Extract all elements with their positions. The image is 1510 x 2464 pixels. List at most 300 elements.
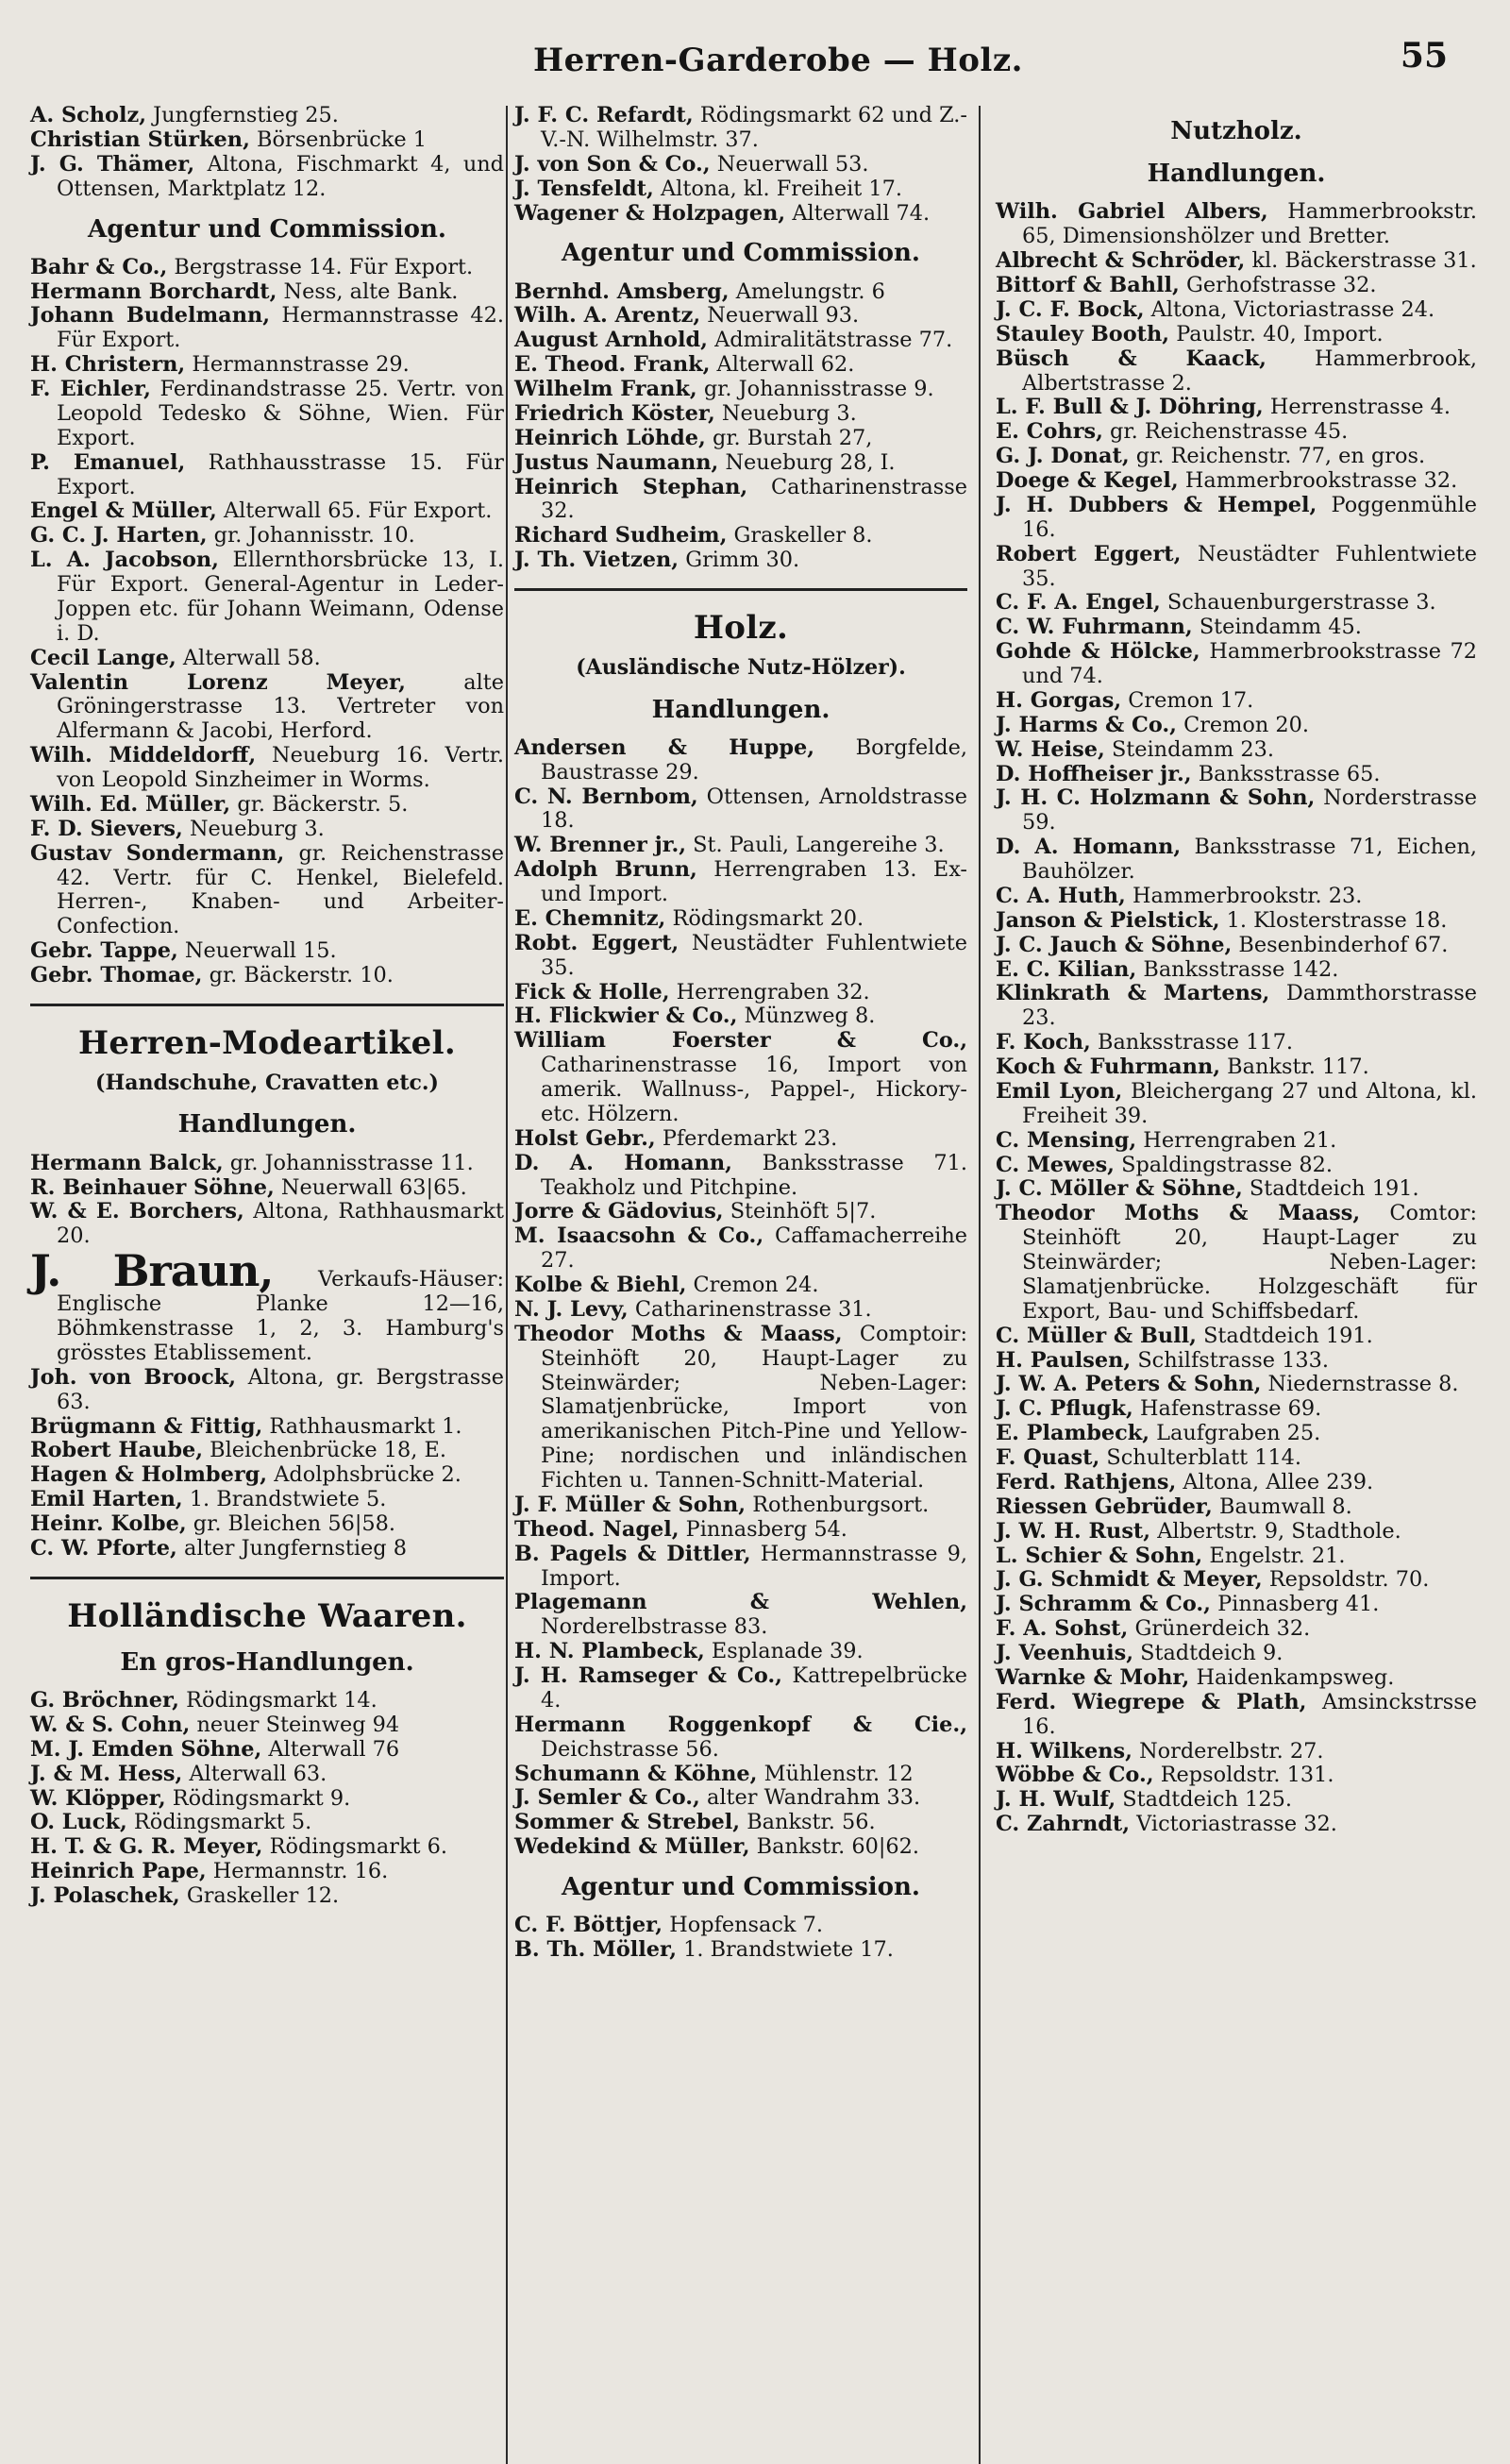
entry-text: Cremon 24. (693, 1273, 819, 1297)
entry-text: Graskeller 8. (733, 523, 873, 548)
entry-name: J. F. Müller & Sohn, (514, 1492, 747, 1517)
entry-name: J. C. F. Bock, (996, 296, 1145, 322)
entry-text: Pinnasberg 54. (685, 1516, 847, 1542)
entry-text: Neuerwall 53. (716, 151, 869, 177)
directory-entry (514, 402, 967, 427)
entry-text: Engelstr. 21. (1209, 1543, 1346, 1568)
entry-text: Steindamm 23. (1111, 736, 1274, 762)
entry-name: H. Gorgas, (996, 687, 1122, 713)
entry-list (30, 1689, 504, 1909)
entry-text: Amsinckstrsse 16. (1022, 1689, 1478, 1739)
directory-entry (996, 714, 1477, 738)
entry-name: Stauley Booth, (996, 321, 1170, 346)
section-subheading: (Ausländische Nutz-Hölzer). (576, 655, 906, 681)
directory-entry (514, 1274, 967, 1298)
entry-name: Jorre & Gädovius, (514, 1199, 724, 1224)
section-heading: Agentur und Commission. (88, 214, 446, 244)
entry-text: Cremon 17. (1128, 687, 1254, 713)
section-heading: Holländische Waaren. (67, 1596, 467, 1635)
column-divider (506, 106, 508, 2464)
directory-entry (996, 885, 1477, 909)
entry-name: Bahr & Co., (30, 254, 168, 279)
entry-text: Kattrepelbrücke 4. (541, 1663, 967, 1713)
entry-name: B. Th. Möller, (514, 1937, 677, 1963)
entry-name: R. Beinhauer Söhne, (30, 1174, 275, 1200)
directory-entry (996, 445, 1477, 469)
directory-entry (514, 329, 967, 353)
directory-entry (514, 1224, 967, 1274)
entry-text: Adolphsbrücke 2. (274, 1462, 461, 1488)
section-rule (514, 588, 967, 591)
section-heading: Agentur und Commission. (562, 1873, 920, 1901)
entry-text: Dammthorstrasse 23. (1022, 981, 1477, 1031)
directory-entry (996, 1544, 1477, 1569)
directory-entry (996, 1764, 1477, 1788)
entry-text: alte Gröningerstrasse 13. Vertreter von Alfermann & Jacobi, Herford. (57, 669, 504, 744)
running-header (0, 36, 1510, 93)
entry-name: Wilh. Middeldorff, (30, 743, 257, 768)
entry-text: Hermannstrasse 29. (192, 352, 410, 378)
entry-text: Hammerbrook, Albertstrasse 2. (1022, 346, 1477, 396)
entry-text: Banksstrasse 65. (1198, 761, 1381, 786)
entry-name: Heinrich Löhde, (514, 425, 706, 450)
entry-text: Ellernthorsbrücke 13, I. Für Export. General-Agentur in Leder-Joppen etc. für Johann Weimann, Odense i. D. (57, 548, 504, 646)
entry-name: J. H. C. Holzmann & Sohn, (996, 785, 1316, 811)
directory-entry (996, 763, 1477, 787)
entry-name: G. Bröchner, (30, 1688, 179, 1713)
entry-name: W. & E. Borchers, (30, 1199, 244, 1224)
directory-entry (996, 1642, 1477, 1666)
directory-entry (514, 1518, 967, 1543)
directory-entry (996, 640, 1477, 689)
entry-list (514, 1914, 967, 1963)
entry-text: Pinnasberg 41. (1217, 1592, 1380, 1617)
page-title: Herren-Garderobe — Holz. (533, 42, 1023, 79)
directory-entry (514, 427, 967, 451)
entry-name: M. Isaacsohn & Co., (514, 1224, 764, 1249)
directory-entry (996, 1446, 1477, 1471)
directory-entry (996, 958, 1477, 983)
directory-entry (514, 353, 967, 378)
directory-entry (514, 1298, 967, 1323)
directory-entry (514, 378, 967, 402)
entry-list (30, 256, 504, 988)
entry-name: J. Braun, (30, 1245, 274, 1297)
entry-text: Hammerbrookstr. 23. (1132, 883, 1363, 908)
entry-text: Haidenkampsweg. (1196, 1664, 1395, 1690)
directory-entry (514, 548, 967, 573)
entry-text: Bergstrasse 14. Für Export. (174, 254, 474, 279)
entry-name: H. N. Plambeck, (514, 1639, 705, 1664)
entry-text: Steindamm 45. (1199, 615, 1362, 640)
entry-text: 1. Klosterstrasse 18. (1226, 907, 1448, 933)
directory-entry (996, 982, 1477, 1031)
entry-text: Alterwall 76 (268, 1736, 400, 1762)
entry-name: Bittorf & Bahll, (996, 273, 1180, 297)
entry-name: Richard Sudheim, (514, 523, 728, 548)
directory-entry (30, 128, 504, 153)
entry-text: Neueburg 28, I. (725, 449, 896, 475)
entry-name: Christian Stürken, (30, 127, 250, 152)
entry-text: Hermannstr. 16. (212, 1859, 389, 1884)
entry-text: Altona, Fischmarkt 4, und Ottensen, Marktplatz 12. (57, 151, 504, 201)
entry-text: gr. Reichenstrasse 42. Vertr. für C. Henkel, Bielefeld. Herren-, Knaben- und Arbeiter-Confection. (57, 840, 504, 939)
column-middle (514, 104, 967, 1963)
entry-name: Fick & Holle, (514, 979, 670, 1004)
entry-name: L. Schier & Sohn, (996, 1543, 1203, 1568)
entry-text: Laufgraben 25. (1156, 1421, 1321, 1446)
entry-text: Hermannstrasse 9, Import. (541, 1541, 967, 1591)
directory-entry (514, 785, 967, 835)
entry-text: Banksstrasse 142. (1143, 956, 1339, 982)
directory-entry (30, 353, 504, 378)
entry-text: Hammerbrookstrasse 72 und 74. (1022, 639, 1478, 688)
section-heading: Agentur und Commission. (562, 239, 920, 268)
entry-name: J. H. Ramseger & Co., (514, 1663, 782, 1688)
entry-text: Neustädter Fuhlentwiete 35. (541, 930, 967, 980)
entry-name: Wilh. A. Arentz, (514, 303, 701, 329)
entry-list (30, 1366, 504, 1561)
entry-text: Neueburg 3. (189, 816, 325, 841)
directory-entry (996, 1520, 1477, 1544)
entry-name: Friedrich Köster, (514, 400, 715, 426)
directory-entry (514, 153, 967, 177)
directory-entry (514, 1835, 967, 1860)
entry-name: Andersen & Huppe, (514, 734, 815, 760)
entry-text: Admiralitätstrasse 77. (714, 328, 953, 353)
entry-text: Herrenstrasse 4. (1269, 395, 1451, 420)
entry-name: E. C. Kilian, (996, 956, 1137, 982)
entry-text: kl. Bäckerstrasse 31. (1251, 248, 1477, 274)
entry-text: Alterwall 62. (716, 352, 855, 378)
section-rule (30, 1004, 504, 1006)
directory-entry (996, 543, 1477, 592)
entry-name: Cecil Lange, (30, 645, 176, 670)
entry-name: H. Flickwier & Co., (514, 1004, 738, 1029)
directory-entry (514, 304, 967, 329)
section-subheading: Handlungen. (651, 695, 830, 724)
directory-entry (514, 1640, 967, 1664)
entry-name: J. H. Dubbers & Hempel, (996, 492, 1317, 517)
entry-name: O. Luck, (30, 1810, 127, 1835)
page-number: 55 (1400, 36, 1448, 76)
entry-text: Mühlenstr. 12 (763, 1761, 914, 1786)
entry-name: J. W. A. Peters & Sohn, (996, 1372, 1262, 1397)
directory-entry (514, 932, 967, 981)
entry-text: Schilfstrasse 133. (1137, 1347, 1329, 1373)
directory-entry (30, 671, 504, 745)
section-heading: Holz. (693, 609, 789, 648)
entry-text: gr. Johannisstr. 10. (213, 523, 415, 548)
directory-entry (30, 1176, 504, 1201)
directory-entry (30, 1811, 504, 1835)
entry-name: J. Polaschek, (30, 1883, 180, 1909)
entry-name: A. Scholz, (30, 103, 146, 127)
directory-entry (996, 1471, 1477, 1495)
entry-list (30, 104, 504, 202)
directory-entry (30, 451, 504, 500)
entry-name: L. F. Bull & J. Döhring, (996, 395, 1264, 420)
entry-name: Gohde & Hölcke, (996, 639, 1200, 665)
entry-name: E. Chemnitz, (514, 905, 666, 931)
entry-name: Justus Naumann, (514, 449, 719, 475)
directory-entry (514, 1152, 967, 1201)
entry-text: Niedernstrasse 8. (1267, 1372, 1459, 1397)
section-subheading: En gros-Handlungen. (120, 1647, 414, 1677)
entry-text: Comtor: Steinhöft 20, Haupt-Lager zu Steinwärder; Neben-Lager: Slamatjenbrücke. Holzgeschäft für Export, Bau- und Schiffsbedarf. (1022, 1201, 1477, 1324)
entry-text: Neustädter Fuhlentwiete 35. (1022, 541, 1477, 591)
entry-text: Rödingsmarkt 9. (172, 1785, 351, 1811)
entry-text: Neuerwall 15. (184, 938, 337, 964)
entry-name: Koch & Fuhrmann, (996, 1055, 1221, 1079)
directory-entry (996, 1177, 1477, 1202)
directory-entry (996, 1740, 1477, 1764)
directory-entry (514, 104, 967, 153)
entry-text: St. Pauli, Langereihe 3. (693, 833, 945, 858)
directory-entry (996, 1325, 1477, 1349)
entry-name: J. Th. Vietzen, (514, 548, 680, 573)
entry-text: gr. Bäckerstr. 5. (237, 791, 409, 817)
entry-list (996, 200, 1477, 1837)
directory-entry (30, 1763, 504, 1787)
column-divider (979, 106, 981, 2464)
directory-entry (996, 1202, 1477, 1324)
entry-text: Catharinenstrasse 31. (634, 1296, 872, 1322)
entry-text: Rödingsmarkt 6. (269, 1834, 448, 1860)
entry-name: W. Brenner jr., (514, 833, 687, 858)
directory-entry (996, 1422, 1477, 1446)
entry-text: Neuerwall 93. (707, 303, 860, 329)
entry-text: Graskeller 12. (186, 1883, 340, 1909)
entry-text: Rödingsmarkt 14. (186, 1688, 378, 1713)
directory-entry (514, 1713, 967, 1763)
directory-entry (30, 1439, 504, 1463)
entry-text: Rothenburgsort. (752, 1492, 930, 1517)
directory-entry (514, 1591, 967, 1640)
directory-entry (514, 1763, 967, 1787)
entry-name: F. Quast, (996, 1445, 1100, 1470)
entry-name: Robert Haube, (30, 1438, 204, 1463)
entry-name: Theodor Moths & Maass, (514, 1321, 843, 1346)
entry-text: Cremon 20. (1183, 712, 1310, 737)
entry-name: F. A. Sohst, (996, 1616, 1129, 1642)
entry-name: M. J. Emden Söhne, (30, 1736, 262, 1762)
directory-entry (514, 1811, 967, 1835)
entry-text: gr. Burstah 27, (712, 425, 873, 450)
directory-entry (996, 1666, 1477, 1691)
entry-name: J. C. Möller & Söhne, (996, 1176, 1243, 1202)
directory-entry (996, 1154, 1477, 1178)
entry-name: Hagen & Holmberg, (30, 1462, 268, 1488)
entry-name: L. A. Jacobson, (30, 548, 219, 573)
entry-name: C. F. Böttjer, (514, 1913, 663, 1938)
entry-name: Wagener & Holzpagen, (514, 200, 786, 226)
entry-list (514, 736, 967, 1860)
directory-entry (514, 476, 967, 525)
entry-text: Pferdemarkt 23. (662, 1125, 838, 1151)
entry-text: 1. Brandstwiete 17. (683, 1937, 894, 1963)
entry-list (514, 280, 967, 574)
directory-entry (996, 494, 1477, 543)
entry-name: Sommer & Strebel, (514, 1810, 741, 1835)
entry-text: Herrengraben 13. Ex- und Import. (541, 857, 967, 906)
directory-entry (30, 1713, 504, 1738)
entry-text: Bleichenbrücke 18, E. (210, 1438, 446, 1463)
entry-text: Grünerdeich 32. (1134, 1616, 1311, 1642)
entry-name: Bernhd. Amsberg, (514, 278, 730, 304)
directory-entry (30, 104, 504, 128)
entry-name: C. W. Pforte, (30, 1535, 177, 1561)
entry-text: Hermannstrasse 42. Für Export. (57, 303, 504, 353)
entry-text: Borgfelde, Baustrasse 29. (541, 734, 967, 785)
entry-text: Deichstrasse 56. (541, 1736, 719, 1762)
entry-name: Doege & Kegel, (996, 468, 1179, 493)
directory-entry (996, 249, 1477, 274)
directory-entry (996, 1788, 1477, 1813)
entry-name: J. G. Schmidt & Meyer, (996, 1567, 1263, 1593)
directory-entry (30, 744, 504, 793)
directory-entry (514, 834, 967, 858)
entry-name: Büsch & Kaack, (996, 346, 1267, 371)
entry-name: F. D. Sievers, (30, 816, 183, 841)
directory-entry (996, 934, 1477, 958)
directory-entry (514, 1127, 967, 1152)
directory-entry (996, 1691, 1477, 1740)
entry-name: Janson & Pielstick, (996, 907, 1220, 933)
entry-text: Börsenbrücke 1 (257, 127, 427, 152)
directory-entry (996, 738, 1477, 763)
entry-name: D. A. Homann, (996, 835, 1182, 860)
directory-entry (996, 1349, 1477, 1374)
entry-name: Hermann Roggenkopf & Cie., (514, 1712, 967, 1737)
directory-entry (30, 1415, 504, 1440)
directory-entry (30, 1884, 504, 1909)
entry-list (514, 104, 967, 226)
directory-entry (514, 1029, 967, 1127)
directory-entry (514, 1664, 967, 1713)
entry-text: Alterwall 63. (189, 1761, 327, 1786)
entry-name: Kolbe & Biehl, (514, 1273, 687, 1297)
entry-text: Comptoir: Steinhöft 20, Haupt-Lager zu Steinwärder; Neben-Lager: Slamatjenbrücke, Import von amerikanischen Pitch-Pine und Yellow-Pine; nordischen und inländischen Fichten u. Tannen-Schnitt-Material. (541, 1321, 967, 1493)
entry-name: Holst Gebr., (514, 1125, 656, 1151)
entry-text: Ness, alte Bank. (283, 278, 459, 304)
directory-entry (996, 616, 1477, 640)
directory-entry (30, 1245, 504, 1366)
entry-name: J. Semler & Co., (514, 1785, 700, 1811)
directory-entry (30, 842, 504, 940)
entry-name: E. Theod. Frank, (514, 352, 711, 378)
entry-text: Norderelbstrasse 83. (541, 1614, 768, 1640)
directory-entry (30, 304, 504, 353)
entry-text: Hopfensack 7. (669, 1913, 823, 1938)
entry-list (30, 1152, 504, 1250)
section-heading: Nutzholz. (1170, 117, 1302, 145)
directory-entry (514, 981, 967, 1005)
entry-name: Plagemann & Wehlen, (514, 1590, 967, 1615)
entry-text: gr. Reichenstrasse 45. (1110, 419, 1349, 445)
entry-name: J. Schramm & Co., (996, 1592, 1211, 1617)
entry-name: August Arnhold, (514, 328, 708, 353)
directory-entry (514, 451, 967, 476)
entry-text: gr. Johannisstrasse 11. (229, 1150, 474, 1175)
entry-text: Herrengraben 32. (676, 979, 870, 1004)
entry-text: Altona, Allee 239. (1183, 1469, 1374, 1494)
entry-text: Jungfernstieg 25. (153, 103, 339, 127)
entry-text: Baumwall 8. (1218, 1494, 1352, 1519)
entry-name: G. C. J. Harten, (30, 523, 208, 548)
entry-text: Rathhausstrasse 15. Für Export. (57, 449, 504, 499)
entry-name: Albrecht & Schröder, (996, 248, 1246, 274)
entry-name: C. Zahrndt, (996, 1812, 1131, 1837)
entry-name: J. W. H. Rust, (996, 1518, 1151, 1544)
entry-name: C. Mewes, (996, 1152, 1115, 1177)
directory-entry (996, 298, 1477, 323)
entry-text: Bankstr. 60|62. (756, 1834, 920, 1860)
directory-entry (996, 1129, 1477, 1154)
entry-name: Wilhelm Frank, (514, 377, 697, 402)
entry-name: H. Paulsen, (996, 1347, 1132, 1373)
entry-name: J. von Son & Co., (514, 151, 711, 177)
entry-name: J. G. Thämer, (30, 151, 195, 177)
entry-name: C. Müller & Bull, (996, 1323, 1197, 1348)
directory-entry (30, 1200, 504, 1249)
entry-text: Stadtdeich 191. (1249, 1176, 1419, 1202)
entry-name: Wilh. Gabriel Albers, (996, 199, 1268, 225)
entry-name: W. Heise, (996, 736, 1105, 762)
directory-entry (514, 1323, 967, 1494)
entry-text: Verkaufs-Häuser: Englische Planke 12—16, Böhmkenstrasse 1, 2, 3. Hamburg's grösstes Etablissement. (57, 1267, 504, 1365)
directory-entry (514, 177, 967, 202)
entry-name: C. N. Bernbom, (514, 784, 698, 809)
entry-name: William Foerster & Co., (514, 1028, 967, 1054)
entry-text: Schulterblatt 114. (1106, 1445, 1302, 1470)
entry-name: Wöbbe & Co., (996, 1763, 1154, 1788)
directory-entry (996, 689, 1477, 714)
directory-entry (30, 1860, 504, 1884)
entry-text: gr. Bäckerstr. 10. (209, 963, 394, 988)
entry-name: Valentin Lorenz Meyer, (30, 669, 406, 695)
entry-text: Stadtdeich 191. (1203, 1323, 1373, 1348)
entry-name: Klinkrath & Martens, (996, 981, 1270, 1006)
entry-name: Brügmann & Fittig, (30, 1413, 263, 1439)
directory-entry (996, 1813, 1477, 1837)
entry-name: F. Koch, (996, 1030, 1091, 1055)
directory-entry (30, 964, 504, 988)
directory-entry (30, 1537, 504, 1561)
directory-entry (30, 939, 504, 964)
column-left (30, 104, 504, 1909)
entry-text: alter Jungfernstieg 8 (183, 1535, 407, 1561)
entry-text: Steinhöft 5|7. (730, 1199, 877, 1224)
entry-text: Banksstrasse 71, Eichen, Bauhölzer. (1022, 835, 1477, 884)
directory-entry (514, 1200, 967, 1224)
entry-name: Gebr. Tappe, (30, 938, 178, 964)
entry-text: Norderelbstr. 27. (1139, 1738, 1324, 1764)
entry-name: Gebr. Thomae, (30, 963, 203, 988)
entry-name: H. Christern, (30, 352, 186, 378)
entry-name: Gustav Sondermann, (30, 840, 285, 866)
entry-name: J. F. C. Refardt, (514, 103, 694, 127)
directory-entry (996, 835, 1477, 885)
entry-name: D. Hoffheiser jr., (996, 761, 1192, 786)
entry-text: Altona, gr. Bergstrasse 63. (57, 1364, 504, 1414)
entry-text: Banksstrasse 71. Teakholz und Pitchpine. (541, 1150, 967, 1200)
directory-entry (514, 907, 967, 932)
directory-entry (514, 202, 967, 227)
entry-name: Heinrich Pape, (30, 1859, 207, 1884)
entry-text: Stadtdeich 9. (1140, 1641, 1284, 1665)
entry-text: Altona, Victoriastrasse 24. (1150, 296, 1435, 322)
